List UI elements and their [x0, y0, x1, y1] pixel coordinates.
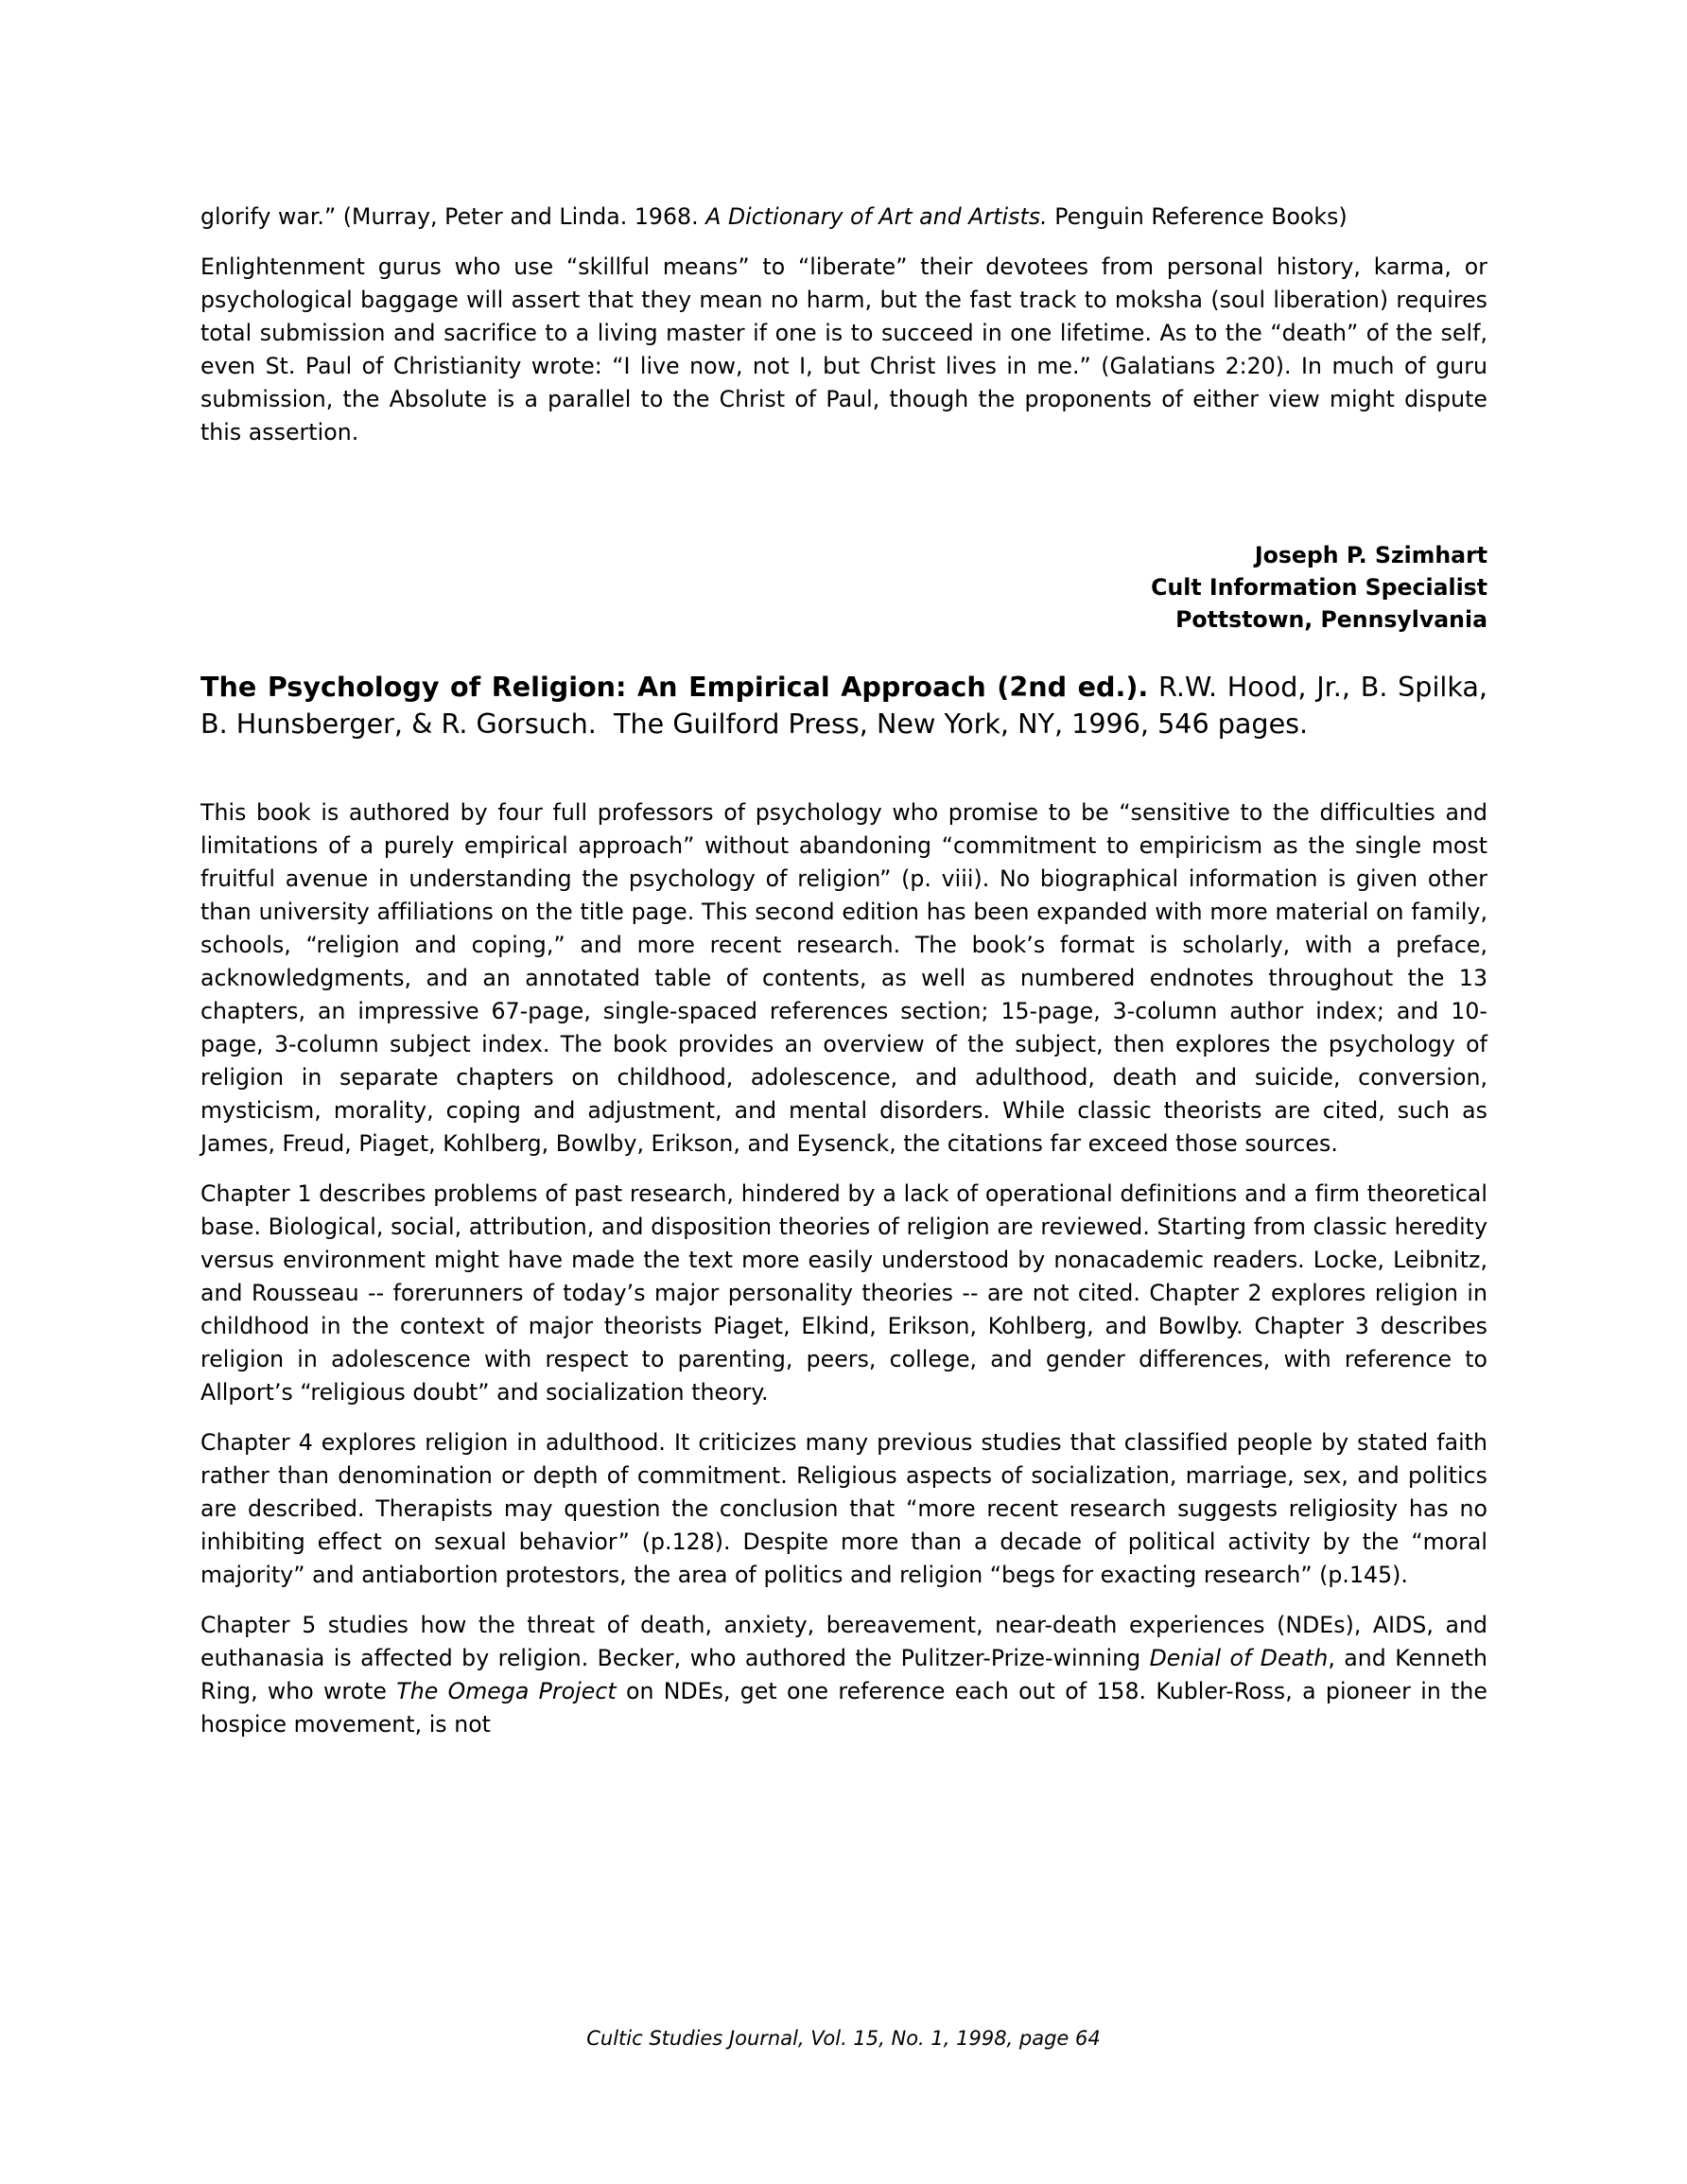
review-paragraph	[200, 796, 1487, 1161]
review-paragraph	[200, 1178, 1487, 1409]
review-paragraph	[200, 1426, 1487, 1592]
text-run: Chapter 1 describes problems of past research, hindered by a lack of operational definitions and a firm theoretical base. Biological, social, attribution, and disposition theories of religion are reviewed. Starting from classic heredity versus environment might have made the text more easily understood by nonacademic readers. Locke, Leibnitz, and Rousseau -- forerunners of today’s major personality theories -- are not cited. Chapter 2 explores religion in childhood in the context of major theorists Piaget, Elkind, Erikson, Kohlberg, and Bowlby. Chapter 3 describes religion in adolescence with respect to parenting, peers, college, and gender differences, with reference to Allport’s “religious doubt” and socialization theory.	[200, 1180, 1487, 1406]
text-run: on NDEs, get one reference each out of 158. Kubler-Ross, a pioneer in the hospice movement, is not	[200, 1678, 1487, 1738]
text-run: This book is authored by four full professors of psychology who promise to be “sensitive to the difficulties and limitations of a purely empirical approach” without abandoning “commitment to empiricism as the single most fruitful avenue in understanding the psychology of religion” (p. viii). No biographical information is given other than university affiliations on the title page. This second edition has been expanded with more material on family, schools, “religion and coping,” and more recent research. The book’s format is scholarly, with a preface, acknowledgments, and an annotated table of contents, as well as numbered endnotes throughout the 13 chapters, an impressive 67-page, single-spaced references section; 15-page, 3-column author index; and 10-page, 3-column subject index. The book provides an overview of the subject, then explores the psychology of religion in separate chapters on childhood, adolescence, and adulthood, death and suicide, conversion, mysticism, morality, coping and adjustment, and mental disorders. While classic theorists are cited, such as James, Freud, Piaget, Kohlberg, Bowlby, Erikson, and Eysenck, the citations far exceed those sources.	[200, 799, 1487, 1157]
text-run: Penguin Reference Books)	[1047, 203, 1348, 230]
text-run: Chapter 4 explores religion in adulthood. It criticizes many previous studies that classified people by stated faith rather than denomination or depth of commitment. Religious aspects of socialization, marriage, sex, and politics are described. Therapists may question the conclusion that “more recent research suggests religiosity has no inhibiting effect on sexual behavior” (p.128). Despite more than a decade of political activity by the “moral majority” and antiabortion protestors, the area of politics and religion “begs for exacting research” (p.145).	[200, 1429, 1487, 1588]
text-run: Chapter 5 studies how the threat of death, anxiety, bereavement, near-death experiences (NDEs), AIDS, and euthanasia is affected by religion. Becker, who authored the Pulitzer-Prize-winning	[200, 1612, 1487, 1671]
citation-paragraph	[200, 201, 1487, 234]
continued-review-section	[200, 201, 1487, 449]
review-paragraph	[200, 1609, 1487, 1741]
body-paragraph	[200, 251, 1487, 449]
review-heading	[200, 669, 1487, 742]
review-body	[200, 796, 1487, 1741]
signature-name: Joseph P. Szimhart	[1254, 542, 1487, 568]
italic-title-text: A Dictionary of Art and Artists.	[705, 203, 1048, 230]
italic-title-text: The Omega Project	[396, 1678, 617, 1704]
text-run: Enlightenment gurus who use “skillful means” to “liberate” their devotees from personal history, karma, or psychological baggage will assert that they mean no harm, but the fast track to moksha (soul liberation) requires total submission and sacrifice to a living master if one is to succeed in one lifetime. As to the “death” of the self, even St. Paul of Christianity wrote: “I live now, not I, but Christ lives in me.” (Galatians 2:20). In much of guru submission, the Absolute is a parallel to the Christ of Paul, though the proponents of either view might dispute this assertion.	[200, 253, 1487, 446]
book-citation: R.W. Hood, Jr., B. Spilka, B. Hunsberger, & R. Gorsuch. The Guilford Press, New York, NY, 1996, 546 pages.	[200, 671, 1487, 740]
italic-title-text: Denial of Death	[1149, 1645, 1329, 1671]
text-run: glorify war.” (Murray, Peter and Linda. 1968.	[200, 203, 706, 230]
signature-title: Cult Information Specialist	[1151, 574, 1487, 601]
text-run: , and Kenneth Ring, who wrote	[200, 1645, 1487, 1704]
book-title: The Psychology of Religion: An Empirical Approach (2nd ed.).	[200, 671, 1149, 703]
page-footer: Cultic Studies Journal, Vol. 15, No. 1, 1998, page 64	[586, 2027, 1101, 2050]
signature-location: Pottstown, Pennsylvania	[1175, 606, 1487, 633]
author-signature	[200, 539, 1487, 636]
